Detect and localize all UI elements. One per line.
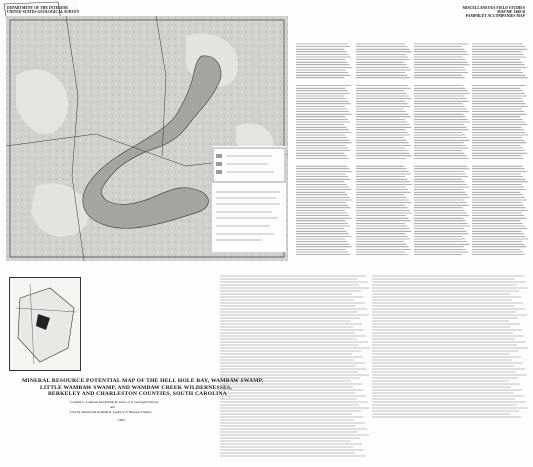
agency-department: DEPARTMENT OF THE INTERIOR xyxy=(7,6,68,10)
resource-tables xyxy=(90,268,530,458)
pamphlet-text-columns xyxy=(294,40,530,258)
agency-survey: UNITED STATES GEOLOGICAL SURVEY xyxy=(7,10,80,15)
series-header xyxy=(463,6,525,19)
title-line-1: MINERAL RESOURCE POTENTIAL MAP OF THE HELL HOLE BAY, WAMBAW SWAMP, xyxy=(22,378,264,384)
map-number: MAP MF-1468-B xyxy=(497,10,525,15)
legend-graphic xyxy=(212,146,286,252)
authors-usbm: Clay M. Martin and Kenneth R. Leahy, U.S. Bureau of Mines xyxy=(70,410,152,414)
byline-and: and xyxy=(110,405,115,409)
publication-year: 1983 xyxy=(118,418,125,422)
title-line-2: LITTLE WAMBAW SWAMP, AND WAMBAW CREEK WILDERNESSES, xyxy=(40,384,232,391)
authors-usgs: Cornelia C. Cameron and Robbie R. Gries, U.S. Geological Survey xyxy=(70,400,159,404)
location-inset-map xyxy=(9,277,81,371)
location-inset-graphic xyxy=(10,278,80,370)
agency-header xyxy=(7,6,79,14)
series-name: MISCELLANEOUS FIELD STUDIES xyxy=(462,6,525,10)
title-line-3: BERKELEY AND CHARLESTON COUNTIES, SOUTH CAROLINA xyxy=(48,391,228,398)
pamphlet-note: PAMPHLET ACCOMPANIES MAP xyxy=(465,14,525,19)
map-legend xyxy=(212,146,286,252)
